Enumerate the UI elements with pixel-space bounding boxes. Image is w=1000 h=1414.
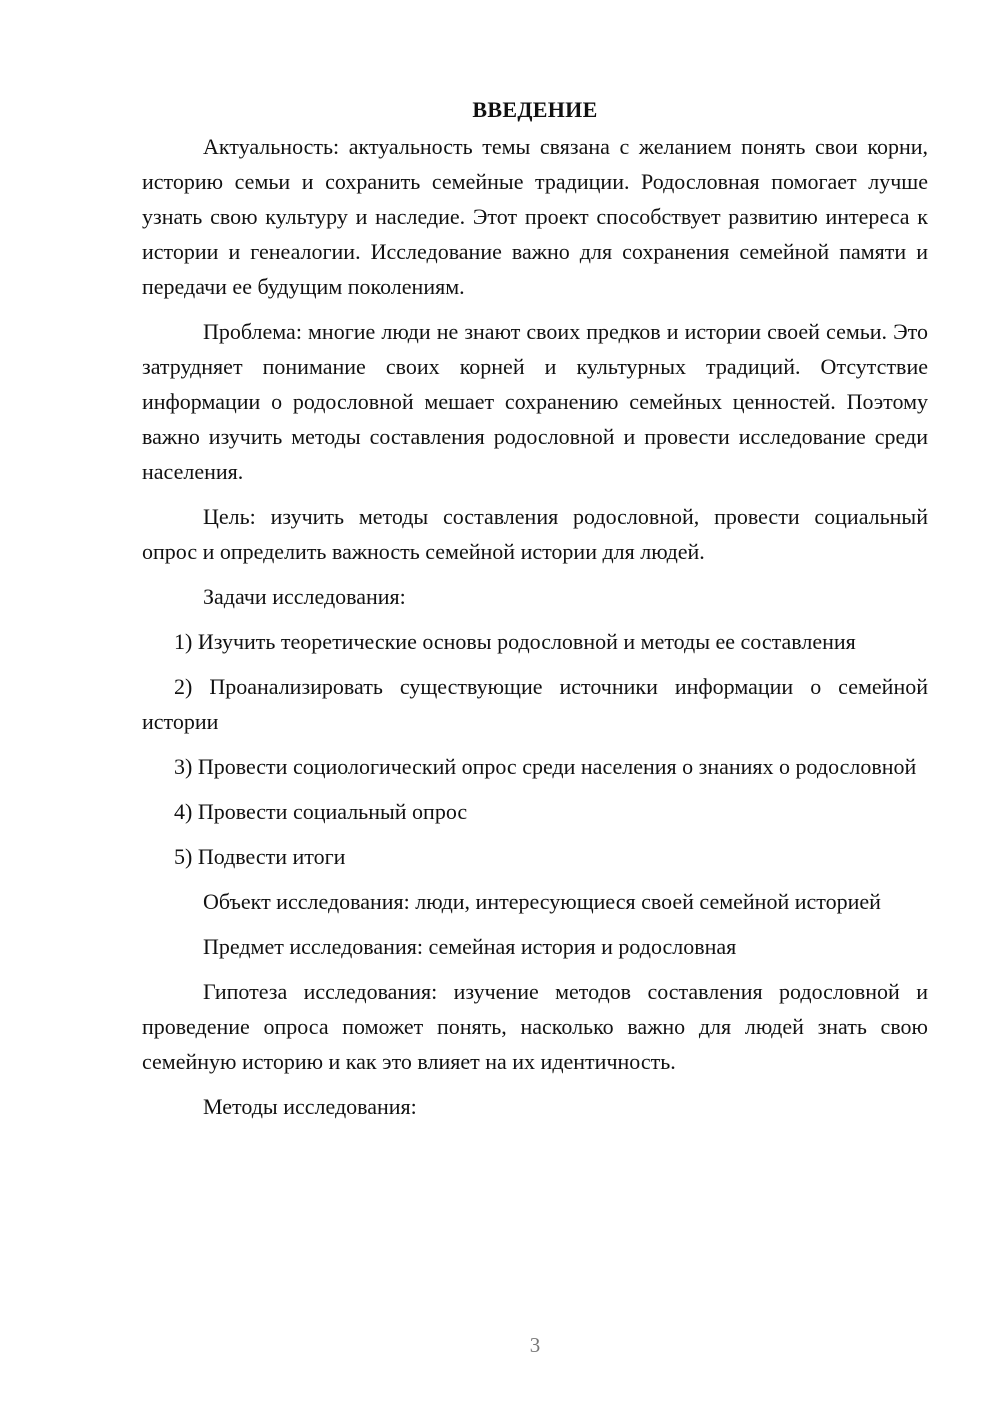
task-item-1: 1) Изучить теоретические основы родословной и методы ее составления [174, 629, 856, 654]
goal-paragraph: Цель: изучить методы составления родословной, провести социальный опрос и определить важность семейной истории для людей. [142, 504, 928, 564]
task-item-5: 5) Подвести итоги [174, 844, 346, 869]
document-page [142, 92, 928, 1134]
section-heading: ВВЕДЕНИЕ [472, 97, 598, 122]
relevance-paragraph: Актуальность: актуальность темы связана с желанием понять свои корни, историю семьи и сохранить семейные традиции. Родословная помогает лучше узнать свою культуру и наследие. Этот проект способствует развитию интереса к истории и генеалогии. Исследование важно для сохранения семейной памяти и передачи ее будущим поколениям. [142, 134, 928, 299]
task-item-3: 3) Провести социологический опрос среди населения о знаниях о родословной [174, 754, 917, 779]
task-item-4: 4) Провести социальный опрос [174, 799, 468, 824]
tasks-heading: Задачи исследования: [203, 584, 406, 609]
methods-heading: Методы исследования: [203, 1094, 417, 1119]
page-number: 3 [529, 1333, 541, 1357]
task-item-2: 2) Проанализировать существующие источники информации о семейной истории [142, 674, 928, 734]
subject-paragraph: Предмет исследования: семейная история и родословная [203, 934, 737, 959]
hypothesis-paragraph: Гипотеза исследования: изучение методов составления родословной и проведение опроса поможет понять, насколько важно для людей знать свою семейную историю и как это влияет на их идентичность. [142, 979, 928, 1074]
problem-paragraph: Проблема: многие люди не знают своих предков и истории своей семьи. Это затрудняет понимание своих корней и культурных традиций. Отсутствие информации о родословной мешает сохранению семейных ценностей. Поэтому важно изучить методы составления родословной и провести исследование среди населения. [142, 319, 928, 484]
object-paragraph: Объект исследования: люди, интересующиеся своей семейной историей [203, 889, 881, 914]
